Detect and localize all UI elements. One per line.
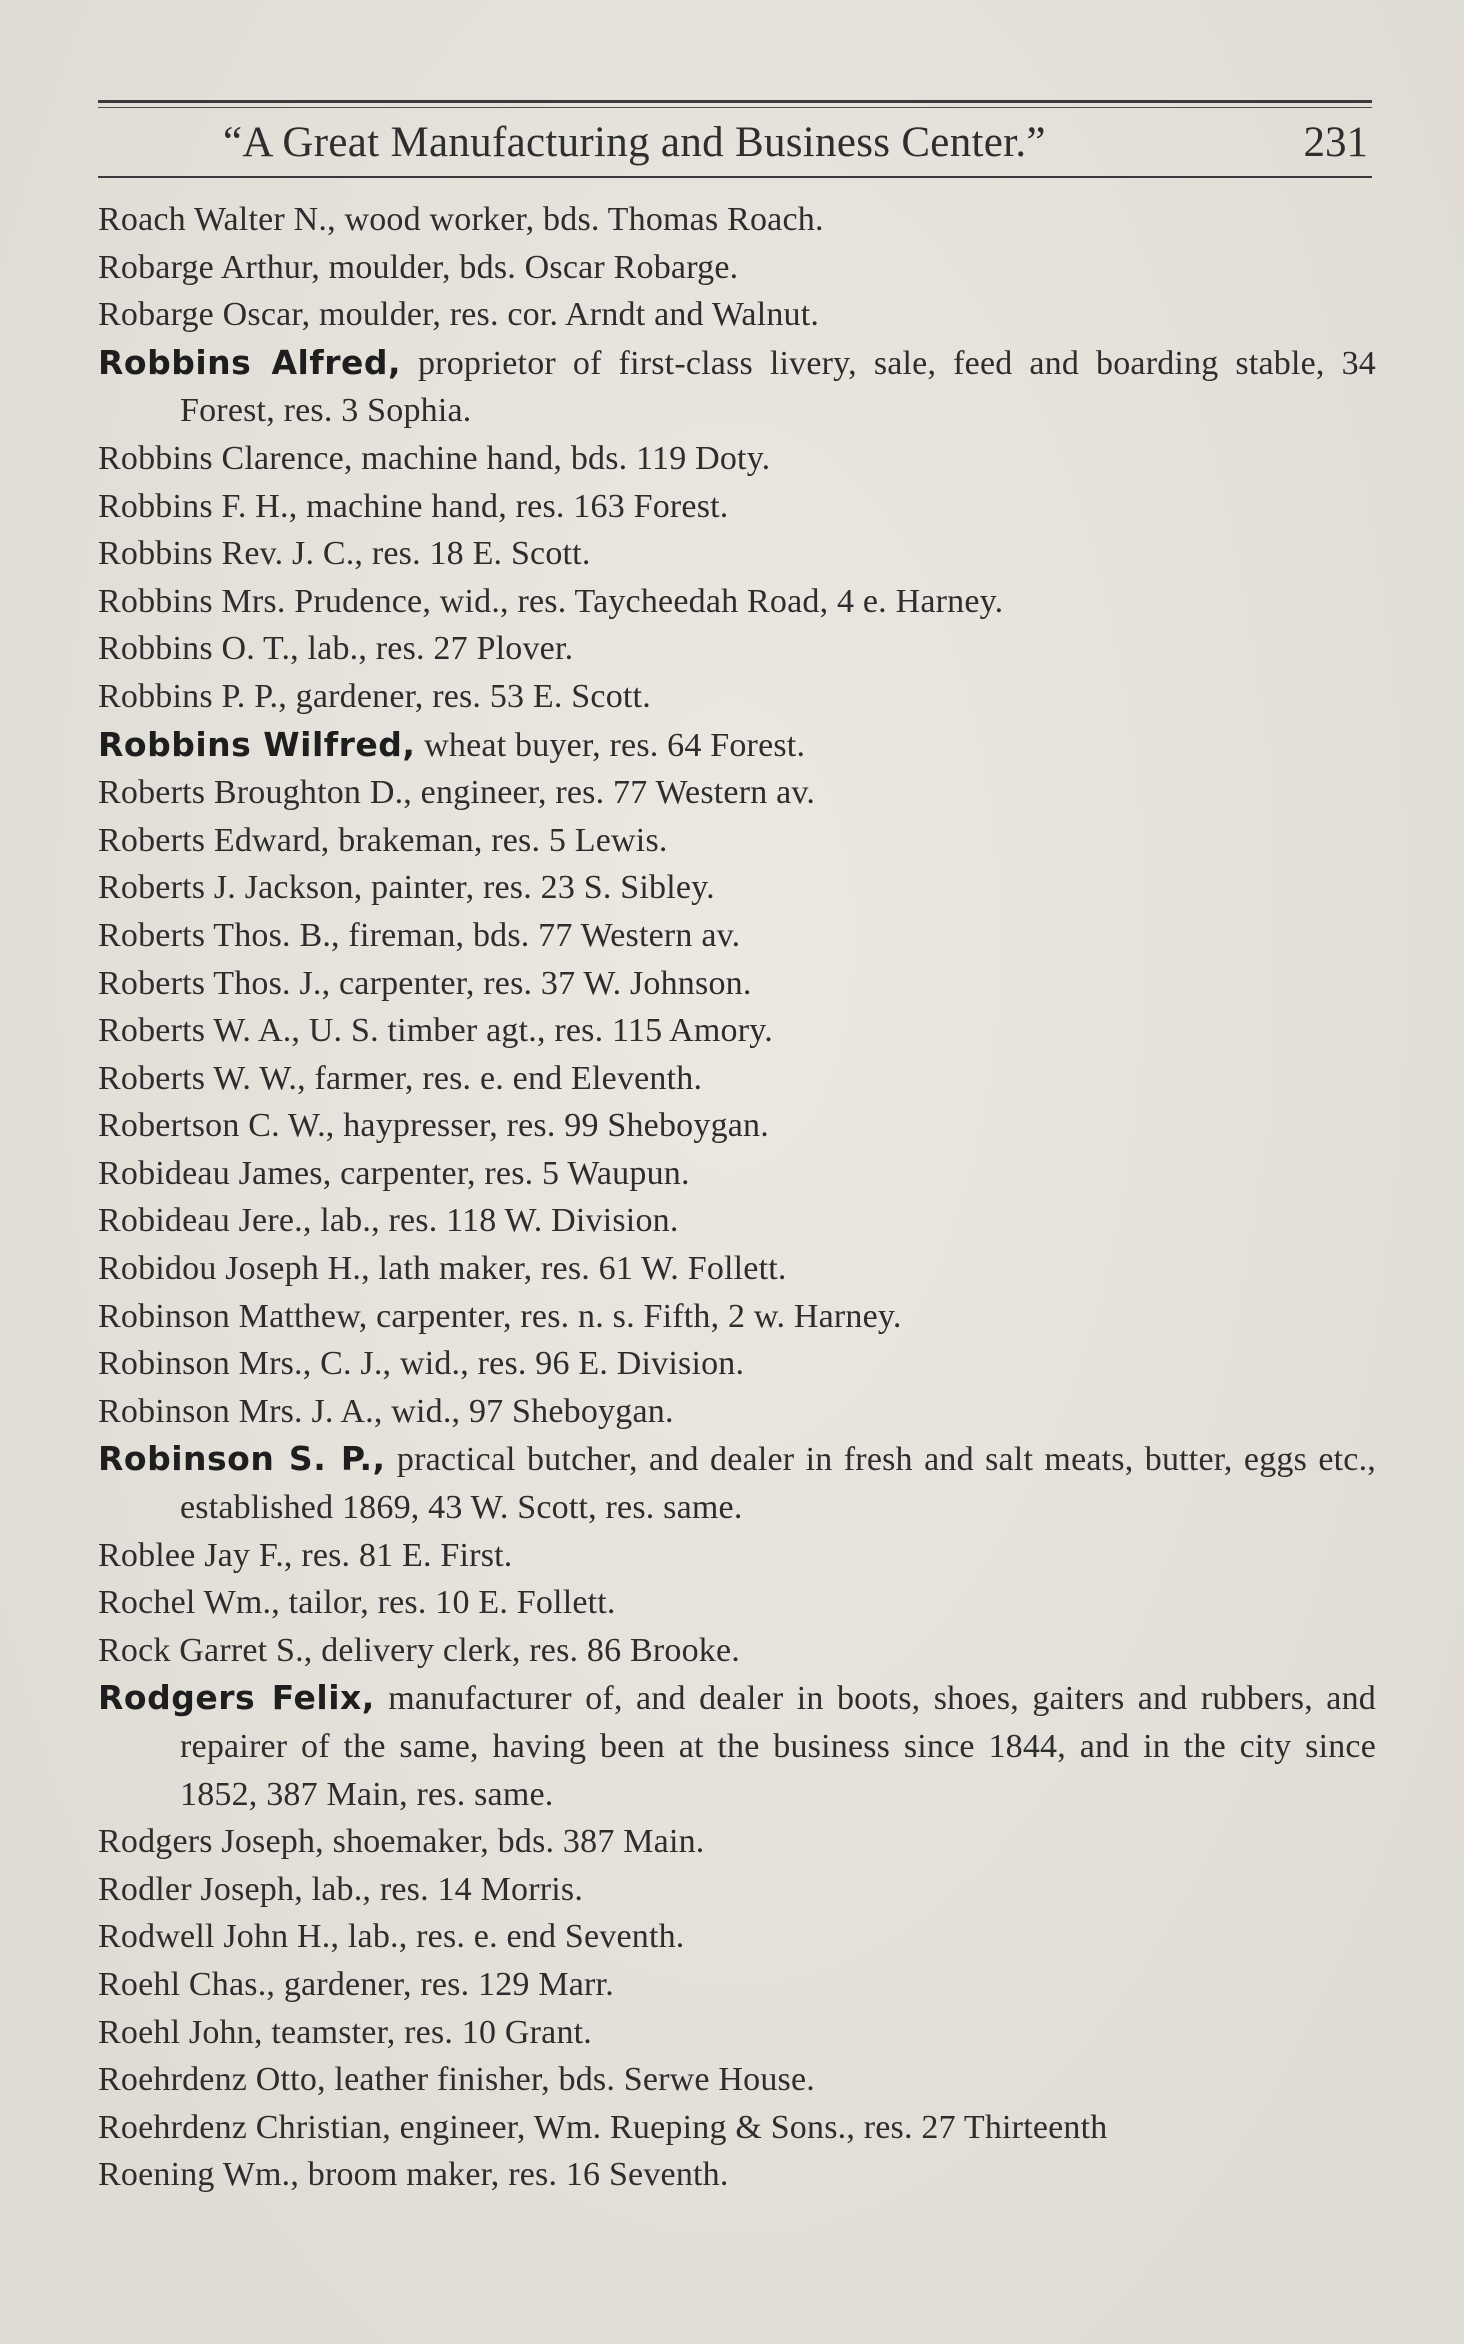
entry-name-bold: Robbins Alfred, (98, 342, 402, 382)
directory-entry: Roberts Broughton D., engineer, res. 77 Western av. (98, 774, 816, 812)
header-rule-thin (98, 107, 1372, 108)
directory-entry: Robbins Rev. J. C., res. 18 E. Scott. (98, 535, 591, 573)
directory-entry: Robbins Mrs. Prudence, wid., res. Taycheedah Road, 4 e. Harney. (98, 582, 1004, 620)
directory-entry: Roberts Thos. J., carpenter, res. 37 W. Johnson. (98, 964, 752, 1002)
directory-entry: Robarge Arthur, moulder, bds. Oscar Robarge. (98, 248, 739, 286)
directory-entry: Roehl Chas., gardener, res. 129 Marr. (98, 1965, 614, 2003)
directory-entry: Robertson C. W., haypresser, res. 99 Sheboygan. (98, 1107, 769, 1145)
directory-entry (98, 1435, 1376, 1531)
directory-entry: Roehrdenz Otto, leather finisher, bds. Serwe House. (98, 2061, 815, 2099)
page-number: 231 (1303, 119, 1368, 166)
directory-entry: Robarge Oscar, moulder, res. cor. Arndt and Walnut. (98, 296, 820, 334)
directory-entry: Roehrdenz Christian, engineer, Wm. Rueping & Sons., res. 27 Thirteenth (98, 2108, 1108, 2146)
directory-entry: Rodler Joseph, lab., res. 14 Morris. (98, 1870, 584, 1908)
directory-entry: Robideau James, carpenter, res. 5 Waupun. (98, 1154, 690, 1192)
directory-entry: Robideau Jere., lab., res. 118 W. Division. (98, 1202, 679, 1240)
directory-entry: Robinson Mrs. J. A., wid., 97 Sheboygan. (98, 1392, 674, 1430)
directory-entry: Robbins P. P., gardener, res. 53 E. Scott. (98, 677, 651, 715)
directory-entry (98, 721, 1376, 770)
directory-entry: Roberts Edward, brakeman, res. 5 Lewis. (98, 821, 668, 859)
directory-entry: Robidou Joseph H., lath maker, res. 61 W. Follett. (98, 1250, 787, 1288)
directory-entry: Robbins Clarence, machine hand, bds. 119 Doty. (98, 439, 771, 477)
running-header (98, 114, 1372, 174)
entry-description: wheat buyer, res. 64 Forest. (415, 726, 806, 764)
directory-entry: Roehl John, teamster, res. 10 Grant. (98, 2013, 593, 2051)
directory-entry: Roberts W. W., farmer, res. e. end Eleventh. (98, 1059, 703, 1097)
entry-description: manufacturer of, and dealer in boots, shoes, gaiters and rubbers, and repairer of the same, having been at the business since 1844, and in the city since 1852, 387 Main, res. same. (180, 1680, 1376, 1813)
running-header-title: “A Great Manufacturing and Business Center.” (223, 119, 1046, 166)
directory-entry: Rodwell John H., lab., res. e. end Seventh. (98, 1918, 685, 1956)
directory-entry (98, 1674, 1376, 1818)
directory-entry: Robinson Mrs., C. J., wid., res. 96 E. Division. (98, 1345, 745, 1383)
directory-entry: Roening Wm., broom maker, res. 16 Seventh. (98, 2156, 729, 2194)
directory-entry: Roberts W. A., U. S. timber agt., res. 115 Amory. (98, 1012, 773, 1050)
directory-entries (98, 196, 1376, 2199)
directory-entry (98, 339, 1376, 435)
directory-entry: Rochel Wm., tailor, res. 10 E. Follett. (98, 1584, 616, 1622)
directory-entry: Roblee Jay F., res. 81 E. First. (98, 1536, 513, 1574)
entry-name-bold: Robinson S. P., (98, 1439, 386, 1479)
directory-entry: Roberts J. Jackson, painter, res. 23 S. Sibley. (98, 869, 715, 907)
entry-description: proprietor of first-class livery, sale, feed and boarding stable, 34 Forest, res. 3 Sophia. (180, 344, 1376, 430)
header-rule-thick (98, 100, 1372, 103)
directory-entry: Robbins F. H., machine hand, res. 163 Forest. (98, 487, 729, 525)
directory-entry: Rodgers Joseph, shoemaker, bds. 387 Main. (98, 1823, 705, 1861)
directory-entry: Roberts Thos. B., fireman, bds. 77 Western av. (98, 916, 741, 954)
entry-description: practical butcher, and dealer in fresh and salt meats, butter, eggs etc., established 1869, 43 W. Scott, res. same. (180, 1441, 1376, 1527)
directory-entry: Robbins O. T., lab., res. 27 Plover. (98, 630, 574, 668)
entry-name-bold: Robbins Wilfred, (98, 724, 416, 764)
directory-entry: Roach Walter N., wood worker, bds. Thomas Roach. (98, 201, 824, 238)
directory-entry: Robinson Matthew, carpenter, res. n. s. Fifth, 2 w. Harney. (98, 1297, 902, 1335)
entry-name-bold: Rodgers Felix, (98, 1678, 375, 1718)
directory-entry: Rock Garret S., delivery clerk, res. 86 Brooke. (98, 1631, 740, 1669)
header-rule-bottom (98, 176, 1372, 178)
